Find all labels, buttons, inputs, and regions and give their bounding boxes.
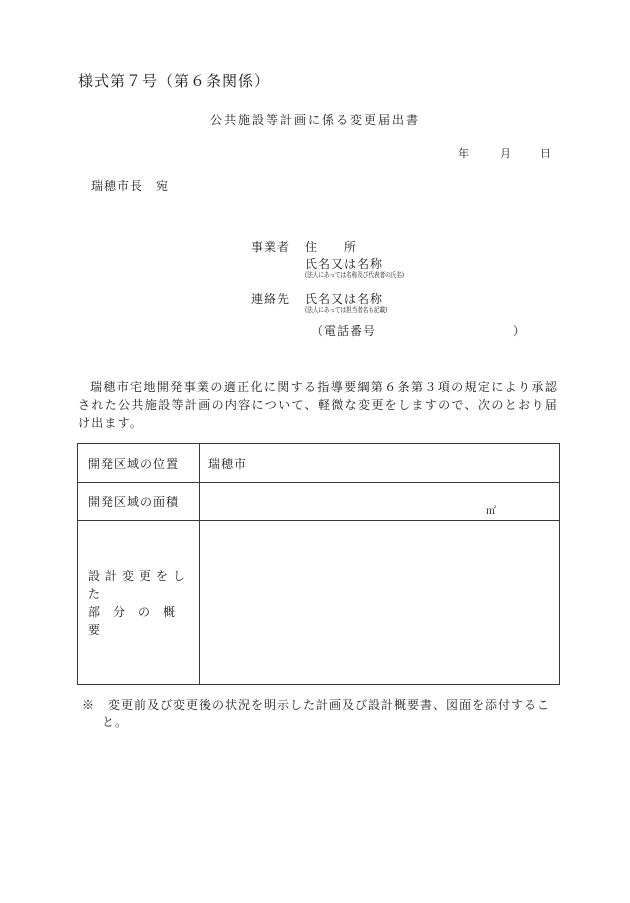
contact-name-label: 氏名又は名称 [305,292,384,306]
change-summary-label-line1: 設計変更をした [88,568,191,601]
date-month-label: 月 [500,147,511,160]
notification-statement: 瑞穂市宅地開発事業の適正化に関する指導要綱第６条第３項の規定により承認された公共施設等計画の内容について、軽微な変更をしますので、次のとおり届け出ます。 [78,380,558,430]
contact-label: 連絡先 [251,292,291,306]
date-day-label: 日 [540,147,551,160]
applicant-label: 事業者 [251,240,291,254]
table-row [78,444,560,483]
contact-name-note: (法人にあっては担当者名も記載) [305,306,388,314]
form-table [77,443,560,685]
applicant-name-note: (法人にあっては名称及び代表者の氏名) [305,271,404,279]
applicant-name-label: 氏名又は名称 [305,257,384,271]
phone-number-label: （電話番号 [311,324,377,338]
change-summary-label [78,521,200,685]
square-meter-unit: ㎡ [486,506,497,517]
document-title: 公共施設等計画に係る変更届出書 [209,113,420,127]
table-row [78,521,560,685]
note-mark: ※ [82,698,96,712]
area-label: 開発区域の面積 [78,483,200,521]
change-summary-label-line2: 部分の概要 [88,604,189,637]
table-row [78,483,560,521]
location-value[interactable]: 瑞穂市 [200,444,560,483]
note-text: 変更前及び変更後の状況を明示した計画及び設計概要書、図面を添付すること。 [102,698,551,729]
applicant-address-label: 住 所 [305,240,358,254]
form-number: 様式第７号（第６条関係） [78,72,271,90]
area-value[interactable] [200,483,560,521]
attachment-note [82,697,560,731]
phone-number-close: ） [513,324,527,338]
change-summary-value[interactable] [200,521,560,685]
location-label: 開発区域の位置 [78,444,200,483]
addressee: 瑞穂市長 宛 [91,179,170,193]
date-year-label: 年 [458,147,469,160]
